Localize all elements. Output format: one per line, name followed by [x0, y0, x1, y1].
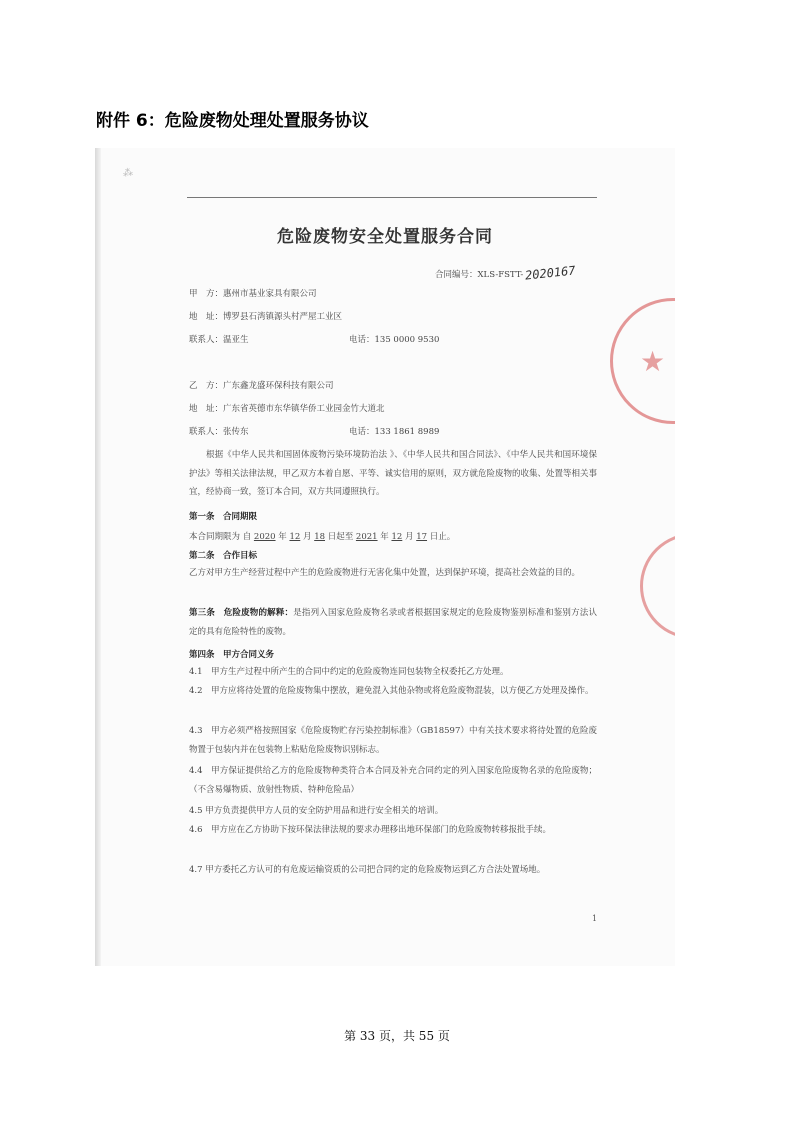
end-day: 17: [416, 532, 428, 542]
scan-noise-mark: ⁂: [122, 167, 134, 180]
article-4-item: 4.5 甲方负责提供甲方人员的安全防护用品和进行安全相关的培训。: [189, 806, 444, 816]
article-2-text: 乙方对甲方生产经营过程中产生的危险废物进行无害化集中处置，达到保护环境，提高社会效益的目的。: [189, 568, 581, 578]
seal-star-icon: ★: [640, 345, 666, 378]
end-month: 12: [391, 532, 403, 542]
start-month: 12: [289, 532, 301, 542]
contract-title: 危险废物安全处置服务合同: [277, 227, 493, 247]
article-4-title: 第四条 甲方合同义务: [189, 650, 275, 660]
end-year: 2021: [355, 532, 378, 542]
party-b-contact: 联系人：张传东: [189, 427, 249, 437]
company-seal-partial: [640, 533, 675, 639]
start-year: 2020: [253, 532, 276, 542]
article-1-title: 第一条 合同期限: [189, 512, 258, 522]
article-4-item: 4.3 甲方必须严格按照国家《危险废物贮存污染控制标准》（GB18597）中有关技术要求将待处置的危险废物置于包装内并在包装物上粘贴危险废物识别标志。: [189, 726, 597, 755]
article-4-item: 4.7 甲方委托乙方认可的有危废运输资质的公司把合同约定的危险废物运到乙方合法处置场地。: [189, 865, 546, 875]
party-a-contact: 联系人：温亚生: [189, 335, 249, 345]
party-b-name: 乙 方：广东鑫龙盛环保科技有限公司: [189, 381, 334, 391]
attachment-title: 附件 6：危险废物处理处置服务协议: [96, 111, 369, 131]
article-1-text: 本合同期限为 自 2020 年 12 月 18 日起至 2021 年 12 月 17 日止。: [189, 532, 456, 542]
contract-number-handwritten: 2020167: [524, 263, 577, 283]
article-4-item: 4.6 甲方应在乙方协助下按环保法律法规的要求办理移出地环保部门的危险废物转移报批手续。: [189, 825, 552, 835]
contract-number: [435, 263, 577, 283]
contract-number-label: 合同编号：XLS-FSTT-: [435, 270, 524, 280]
scanned-contract-page: [95, 148, 675, 966]
article-3: [189, 604, 597, 641]
start-day: 18: [314, 532, 326, 542]
party-b-address: 地 址：广东省英德市东华镇华侨工业园金竹大道北: [189, 404, 385, 414]
party-a-address: 地 址：博罗县石湾镇源头村严屋工业区: [189, 312, 343, 322]
article-3-title: 第三条 危险废物的解释：: [189, 608, 294, 618]
party-a-phone: 电话：135 0000 9530: [349, 335, 440, 345]
party-b-phone: 电话：133 1861 8989: [349, 427, 440, 437]
article-4-item: 4.4 甲方保证提供给乙方的危险废物种类符合本合同及补充合同约定的列入国家危险废物名录的危险废物；（不含易爆物质、放射性物质、特种危险品）: [189, 766, 597, 795]
article-4-item: 4.2 甲方应将待处置的危险废物集中摆放，避免混入其他杂物或将危险废物混装，以方便乙方处理及操作。: [189, 686, 594, 696]
preamble: 根据《中华人民共和国固体废物污染环境防治法 》、《中华人民共和国合同法》、《中华人民共和国环境保护法》等相关法律法规，甲乙双方本着自愿、平等、诚实信用的原则，双方就危险废物的收集、处置等相关事宜，经协商一致，签订本合同，双方共同遵照执行。: [189, 450, 598, 497]
page-footer: 第 33 页，共 55 页: [344, 1029, 450, 1043]
article-4-item: 4.1 甲方生产过程中所产生的合同中约定的危险废物连同包装物全权委托乙方处理。: [189, 667, 509, 677]
article-2-title: 第二条 合作目标: [189, 551, 258, 561]
party-a-name: 甲 方：惠州市基业家具有限公司: [189, 289, 317, 299]
scan-edge-shadow: [95, 148, 101, 966]
scan-page-number: 1: [592, 914, 598, 923]
article-3-text: 是指列入国家危险废物名录或者根据国家规定的危险废物鉴别标准和鉴别方法认定的具有危险特性的废物。: [189, 608, 597, 637]
top-rule: [187, 197, 597, 198]
